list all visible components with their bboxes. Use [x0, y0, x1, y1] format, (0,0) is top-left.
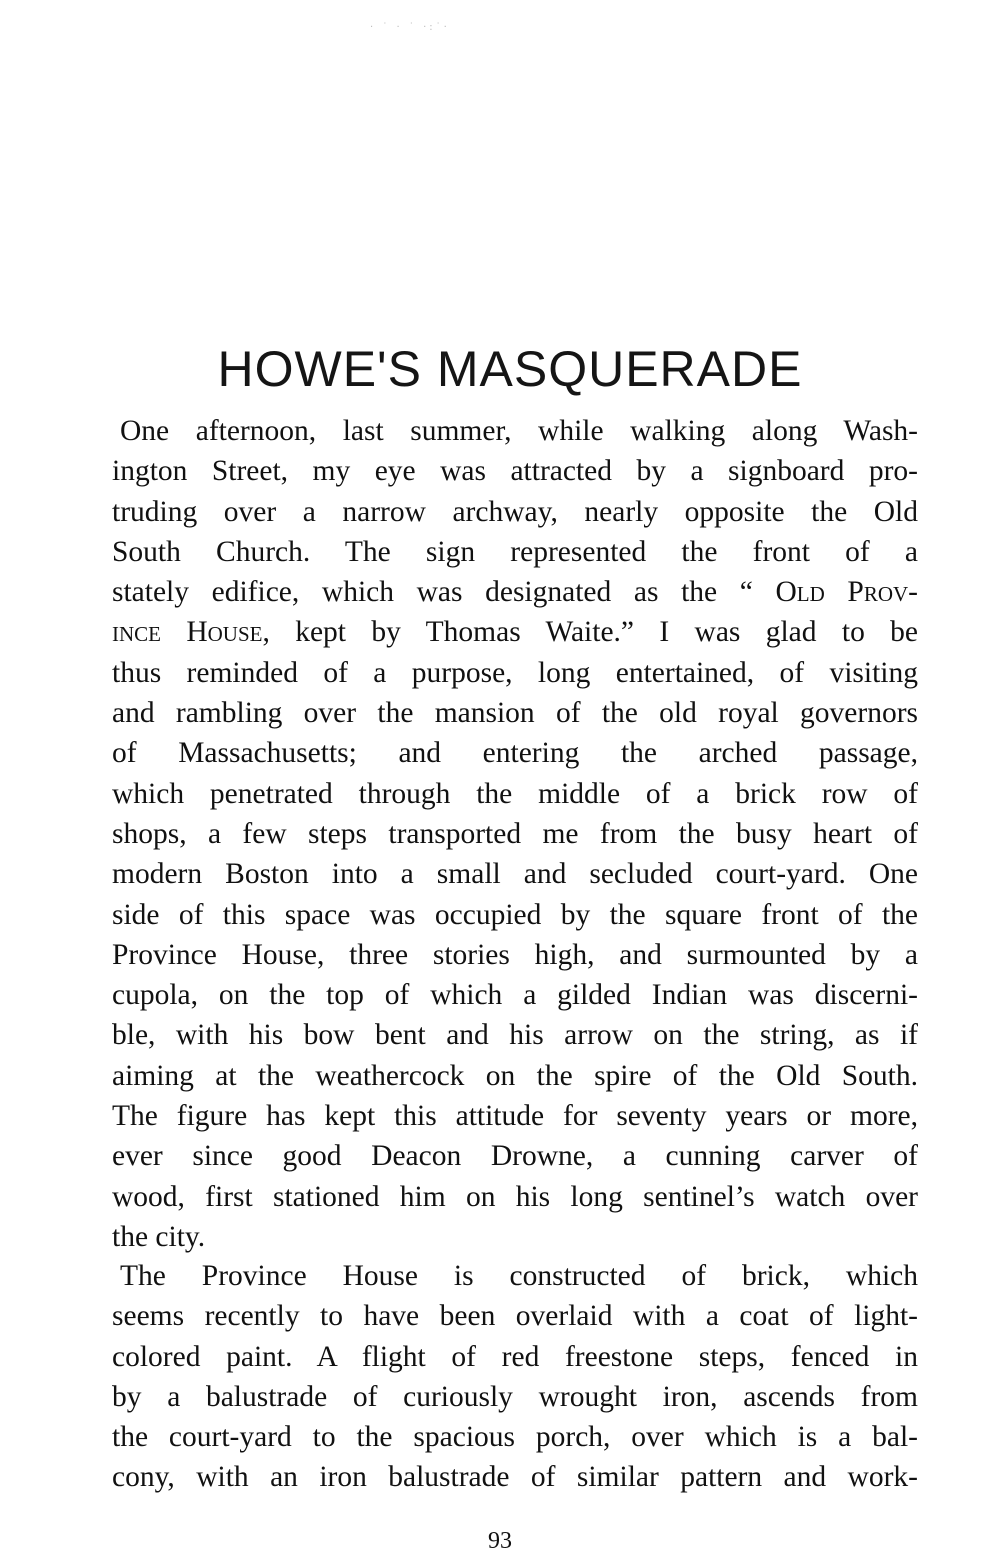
text-line: thus reminded of a purpose, long entertained, of visiting	[112, 656, 918, 689]
text-line	[112, 572, 918, 612]
text-line: cupola, on the top of which a gilded Indian was discerni-	[112, 979, 918, 1012]
small-caps-text: ince House	[112, 616, 263, 649]
text-line: ington Street, my eye was attracted by a signboard pro-	[112, 455, 918, 488]
text-segment: , kept by Thomas Waite.” I was glad to be	[262, 616, 918, 649]
text-line: colored paint. A flight of red freestone steps, fenced in	[112, 1340, 918, 1373]
text-line: The figure has kept this attitude for seventy years or more,	[112, 1100, 918, 1133]
page-number: 93	[488, 1528, 512, 1554]
paragraph-1	[112, 411, 918, 1257]
text-line: ever since good Deacon Drowne, a cunning carver of	[112, 1140, 918, 1173]
chapter-title: HOWE'S MASQUERADE	[217, 340, 803, 397]
text-line: side of this space was occupied by the square front of the	[112, 898, 918, 931]
text-line: modern Boston into a small and secluded court-yard. One	[112, 858, 918, 891]
text-line: of Massachusetts; and entering the arched passage,	[112, 737, 918, 770]
text-line: the city.	[112, 1220, 206, 1253]
text-line: aiming at the weathercock on the spire of the Old South.	[112, 1059, 918, 1092]
text-line: which penetrated through the middle of a brick row of	[112, 777, 918, 810]
paragraph-2	[112, 1256, 918, 1498]
text-line: and rambling over the mansion of the old royal governors	[112, 697, 918, 730]
text-line: The Province House is constructed of brick, which	[120, 1260, 918, 1292]
scan-specks: · ˙ · ˙ ·:˙·	[370, 22, 450, 33]
text-line: the court-yard to the spacious porch, over which is a bal-	[112, 1421, 918, 1454]
text-line: Province House, three stories high, and surmounted by a	[112, 938, 918, 971]
text-line: by a balustrade of curiously wrought iron, ascends from	[112, 1380, 918, 1413]
small-caps-text: Old Prov-	[775, 576, 918, 609]
text-line: ble, with his bow bent and his arrow on the string, as if	[112, 1019, 918, 1052]
text-line: truding over a narrow archway, nearly opposite the Old	[112, 495, 918, 528]
text-line: cony, with an iron balustrade of similar pattern and work-	[112, 1461, 918, 1494]
text-line	[112, 612, 918, 652]
text-segment: stately edifice, which was designated as the “	[112, 576, 776, 609]
text-line: South Church. The sign represented the front of a	[112, 535, 918, 568]
text-line: One afternoon, last summer, while walking along Wash-	[120, 415, 918, 447]
text-line: shops, a few steps transported me from the busy heart of	[112, 817, 918, 850]
text-line: seems recently to have been overlaid with a coat of light-	[112, 1300, 918, 1333]
text-line: wood, first stationed him on his long sentinel’s watch over	[112, 1180, 918, 1213]
